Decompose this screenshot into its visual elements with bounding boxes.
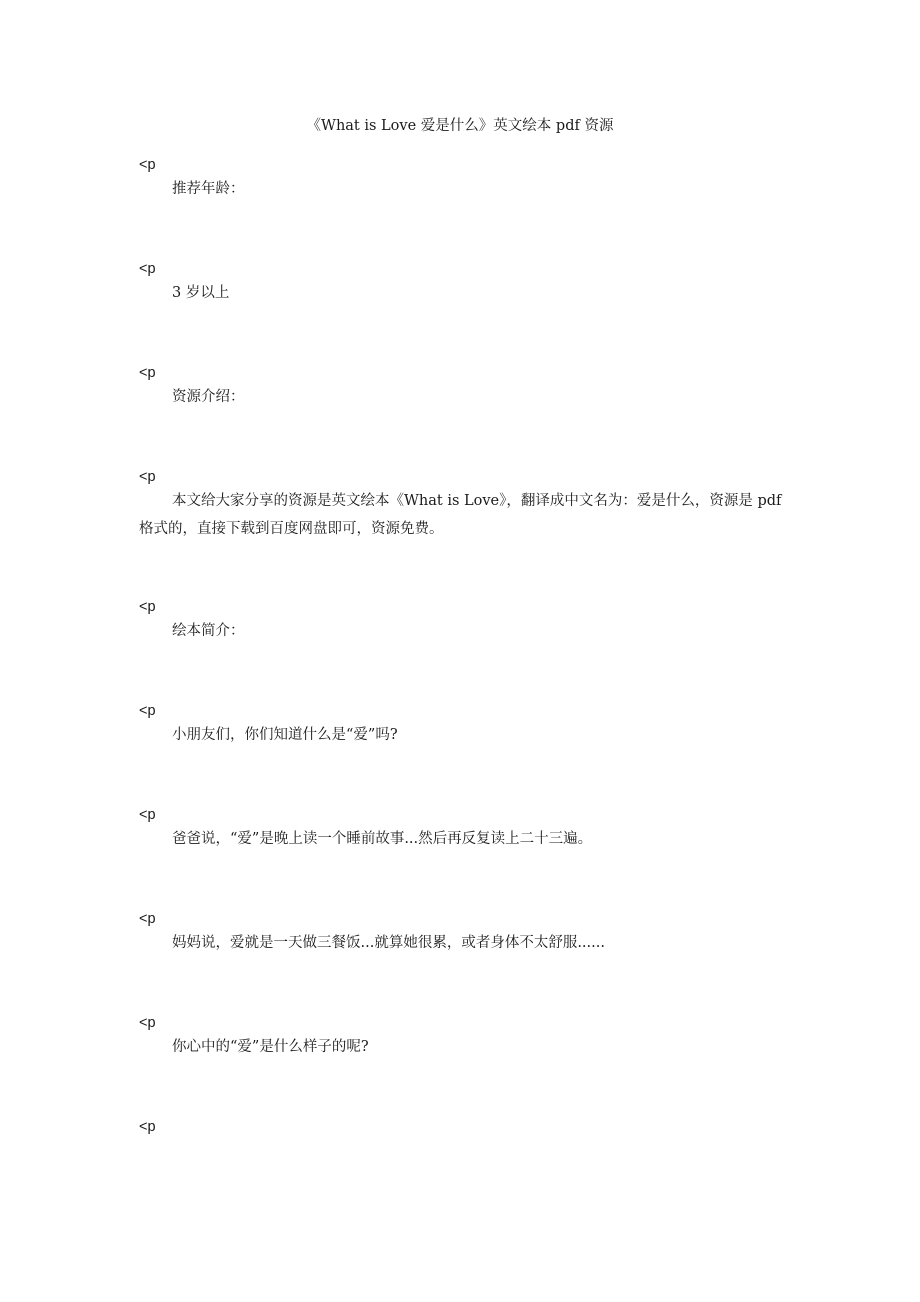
paragraph-marker: <p [139,911,156,927]
paragraph-marker: <p [139,1119,156,1135]
paragraph-marker: <p [139,703,156,719]
paragraph-question: 小朋友们，你们知道什么是“爱”吗? [172,727,398,743]
paragraph-marker: <p [139,365,156,381]
paragraph-resource-intro-label: 资源介绍： [172,389,245,405]
paragraph-resource-intro-text: 本文给大家分享的资源是英文绘本《What is Love》，翻译成中文名为：爱是什么，资源是 pdf 格式的，直接下载到百度网盘即可，资源免费。 [139,493,782,537]
paragraph-marker: <p [139,469,156,485]
document-title: 《What is Love 爱是什么》英文绘本 pdf 资源 [306,118,614,134]
paragraph-marker: <p [139,599,156,615]
paragraph-dad-says: 爸爸说，“爱”是晚上读一个睡前故事...然后再反复读上二十三遍。 [172,831,593,847]
paragraph-marker: <p [139,807,156,823]
paragraph-recommended-age-value: 3 岁以上 [172,285,230,301]
paragraph-book-intro-label: 绘本简介： [172,623,245,639]
paragraph-recommended-age-label: 推荐年龄： [172,181,245,197]
paragraph-marker: <p [139,1015,156,1031]
paragraph-marker: <p [139,261,156,277]
paragraph-your-love: 你心中的“爱”是什么样子的呢? [172,1039,369,1055]
paragraph-mom-says: 妈妈说，爱就是一天做三餐饭...就算她很累，或者身体不太舒服...... [172,935,605,951]
paragraph-marker: <p [139,157,156,173]
